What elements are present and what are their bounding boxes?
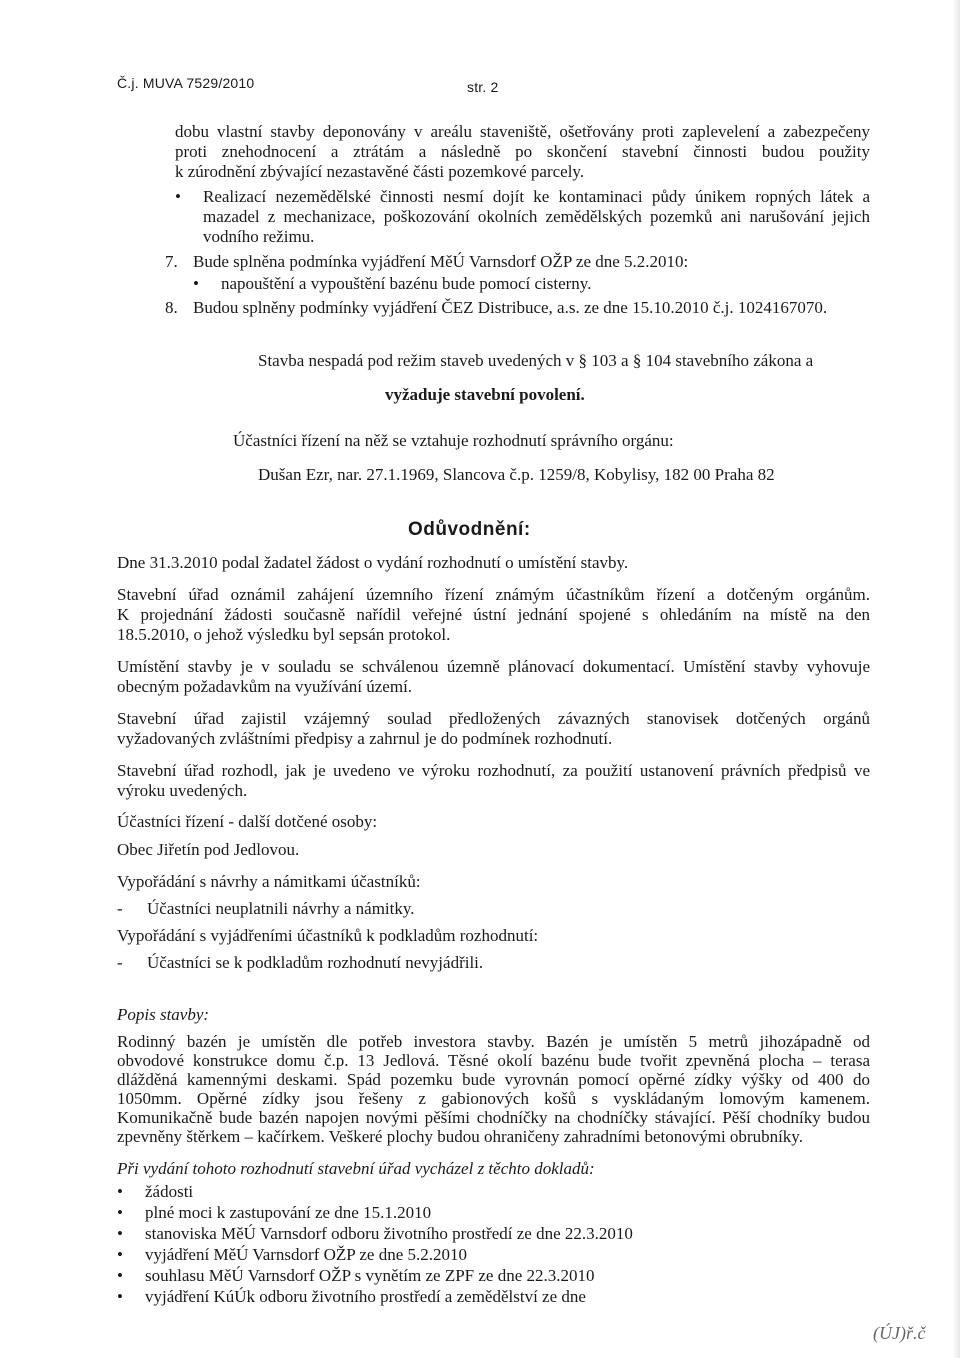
proposals-value: Účastníci neuplatnili návrhy a námitky. bbox=[147, 899, 415, 918]
condition-bullet: • napouštění a vypouštění bazénu bude pomocí cisterny. bbox=[221, 274, 591, 293]
paragraph-line: proti znehodnocení a ztrátám a následně po skončení stavební činnosti budou použity bbox=[175, 142, 870, 161]
document-item: • plné moci k zastupování ze dne 15.1.2010 bbox=[145, 1203, 431, 1222]
paragraph-line: Stavební úřad zajistil vzájemný soulad předložených závazných stanovisek dotčených orgánů bbox=[117, 709, 870, 728]
paragraph-line: Umístění stavby je v souladu se schválenou územně plánovací dokumentací. Umístění stavby vyhovuje bbox=[117, 657, 870, 676]
paragraph-line: výroku uvedených. bbox=[117, 781, 248, 800]
other-persons-label: Účastníci řízení - další dotčené osoby: bbox=[117, 812, 378, 831]
paragraph-line: dobu vlastní stavby deponovány v areálu staveniště, ošetřovány proti zaplevelení a zabezpečeny bbox=[175, 122, 870, 141]
list-number: 7. bbox=[165, 252, 178, 271]
dash-marker: - bbox=[117, 899, 123, 918]
paragraph-line: obecným požadavkům na využívání území. bbox=[117, 677, 413, 696]
bullet-line: • Realizací nezemědělské činnosti nesmí dojít ke kontaminaci půdy únikem ropných látek a bbox=[203, 187, 870, 206]
dash-marker: - bbox=[117, 953, 123, 972]
scan-edge bbox=[952, 0, 960, 1358]
paragraph-line: 18.5.2010, o jehož výsledku byl sepsán protokol. bbox=[117, 625, 451, 644]
description-heading: Popis stavby: bbox=[117, 1005, 210, 1024]
statements-label: Vypořádání s vyjádřeními účastníků k podkladům rozhodnutí: bbox=[117, 926, 539, 945]
description-line: Komunikačně bude bazén napojen novými pěšími chodníčky na chodníčky stávající. Pěší chodníky budou bbox=[117, 1108, 870, 1127]
section-heading: Odůvodnění: bbox=[408, 519, 531, 540]
list-number: 8. bbox=[165, 298, 178, 317]
reference-number: Č.j. MUVA 7529/2010 bbox=[117, 75, 255, 91]
bullet-line: vodního režimu. bbox=[203, 227, 315, 246]
participant-person: Dušan Ezr, nar. 27.1.1969, Slancova č.p. 1259/8, Kobylisy, 182 00 Praha 82 bbox=[258, 465, 775, 484]
paragraph-line: k zúrodnění zbývající nezastavěné části pozemkové parcely. bbox=[175, 162, 585, 181]
document-item: • souhlasu MěÚ Varnsdorf OŽP s vynětím ze ZPF ze dne 22.3.2010 bbox=[145, 1266, 595, 1285]
participants-label: Účastníci řízení na něž se vztahuje rozhodnutí správního orgánu: bbox=[233, 431, 674, 450]
statements-value: Účastníci se k podkladům rozhodnutí nevyjádřili. bbox=[147, 953, 484, 972]
proposals-label: Vypořádání s návrhy a námitkami účastníků: bbox=[117, 872, 421, 891]
paragraph-line: K projednání žádosti současně nařídil veřejné ústní jednání spojené s ohledáním na místě na den bbox=[117, 605, 870, 624]
description-line: obvodové konstrukce domu č.p. 13 Jedlová. Těsné okolí bazénu bude tvořit zpevněná plocha – terasa bbox=[117, 1051, 870, 1070]
document-item: • stanoviska MěÚ Varnsdorf odboru životního prostředí ze dne 22.3.2010 bbox=[145, 1224, 633, 1243]
condition-item: Budou splněny podmínky vyjádření ČEZ Distribuce, a.s. ze dne 15.10.2010 č.j. 1024167070. bbox=[193, 298, 828, 317]
document-item: • vyjádření KúÚk odboru životního prostředí a zemědělství ze dne bbox=[145, 1287, 586, 1306]
handwritten-initials: (ÚJ)ř.č bbox=[873, 1323, 926, 1343]
paragraph-line: vyžadovaných zvláštními předpisy a zahrnul je do podmínek rozhodnutí. bbox=[117, 729, 613, 748]
description-line: zpevněny štěrkem – kačírkem. Veškeré plochy budou ohraničeny zahradními betonovými obrubníky. bbox=[117, 1127, 803, 1146]
documents-heading: Při vydání tohoto rozhodnutí stavební úřad vycházel z těchto dokladů: bbox=[117, 1159, 595, 1178]
document-item: • vyjádření MěÚ Varnsdorf OŽP ze dne 5.2.2010 bbox=[145, 1245, 467, 1264]
condition-item: Bude splněna podmínka vyjádření MěÚ Varnsdorf OŽP ze dne 5.2.2010: bbox=[193, 252, 689, 271]
description-line: 1050mm. Opěrné zídky jsou řešeny z gabionových košů s vyskládaným lomovým kamenem. bbox=[117, 1089, 870, 1108]
paragraph-line: Dne 31.3.2010 podal žadatel žádost o vydání rozhodnutí o umístění stavby. bbox=[117, 553, 629, 572]
stavba-requirement: vyžaduje stavební povolení. bbox=[385, 385, 585, 404]
document-item: • žádosti bbox=[145, 1182, 193, 1201]
page-number: str. 2 bbox=[467, 79, 499, 95]
paragraph-line: Stavební úřad rozhodl, jak je uvedeno ve výroku rozhodnutí, za použití ustanovení právních předpisů ve bbox=[117, 761, 870, 780]
other-persons-value: Obec Jiřetín pod Jedlovou. bbox=[117, 840, 300, 859]
paragraph-line: Stavební úřad oznámil zahájení územního řízení známým účastníkům řízení a dotčeným orgánům. bbox=[117, 585, 870, 604]
bullet-line: mazadel z mechanizace, poškozování okolních zemědělských pozemků ani narušování jejich bbox=[203, 207, 870, 226]
description-line: Rodinný bazén je umístěn dle potřeb investora stavby. Bazén je umístěn 5 metrů jihozápadně od bbox=[117, 1032, 870, 1051]
stavba-statement: Stavba nespadá pod režim staveb uvedených v § 103 a § 104 stavebního zákona a bbox=[258, 351, 814, 370]
description-line: dlážděná kamennými deskami. Spád pozemku bude vyrovnán pomocí opěrné zídky výšky od 400 do bbox=[117, 1070, 870, 1089]
